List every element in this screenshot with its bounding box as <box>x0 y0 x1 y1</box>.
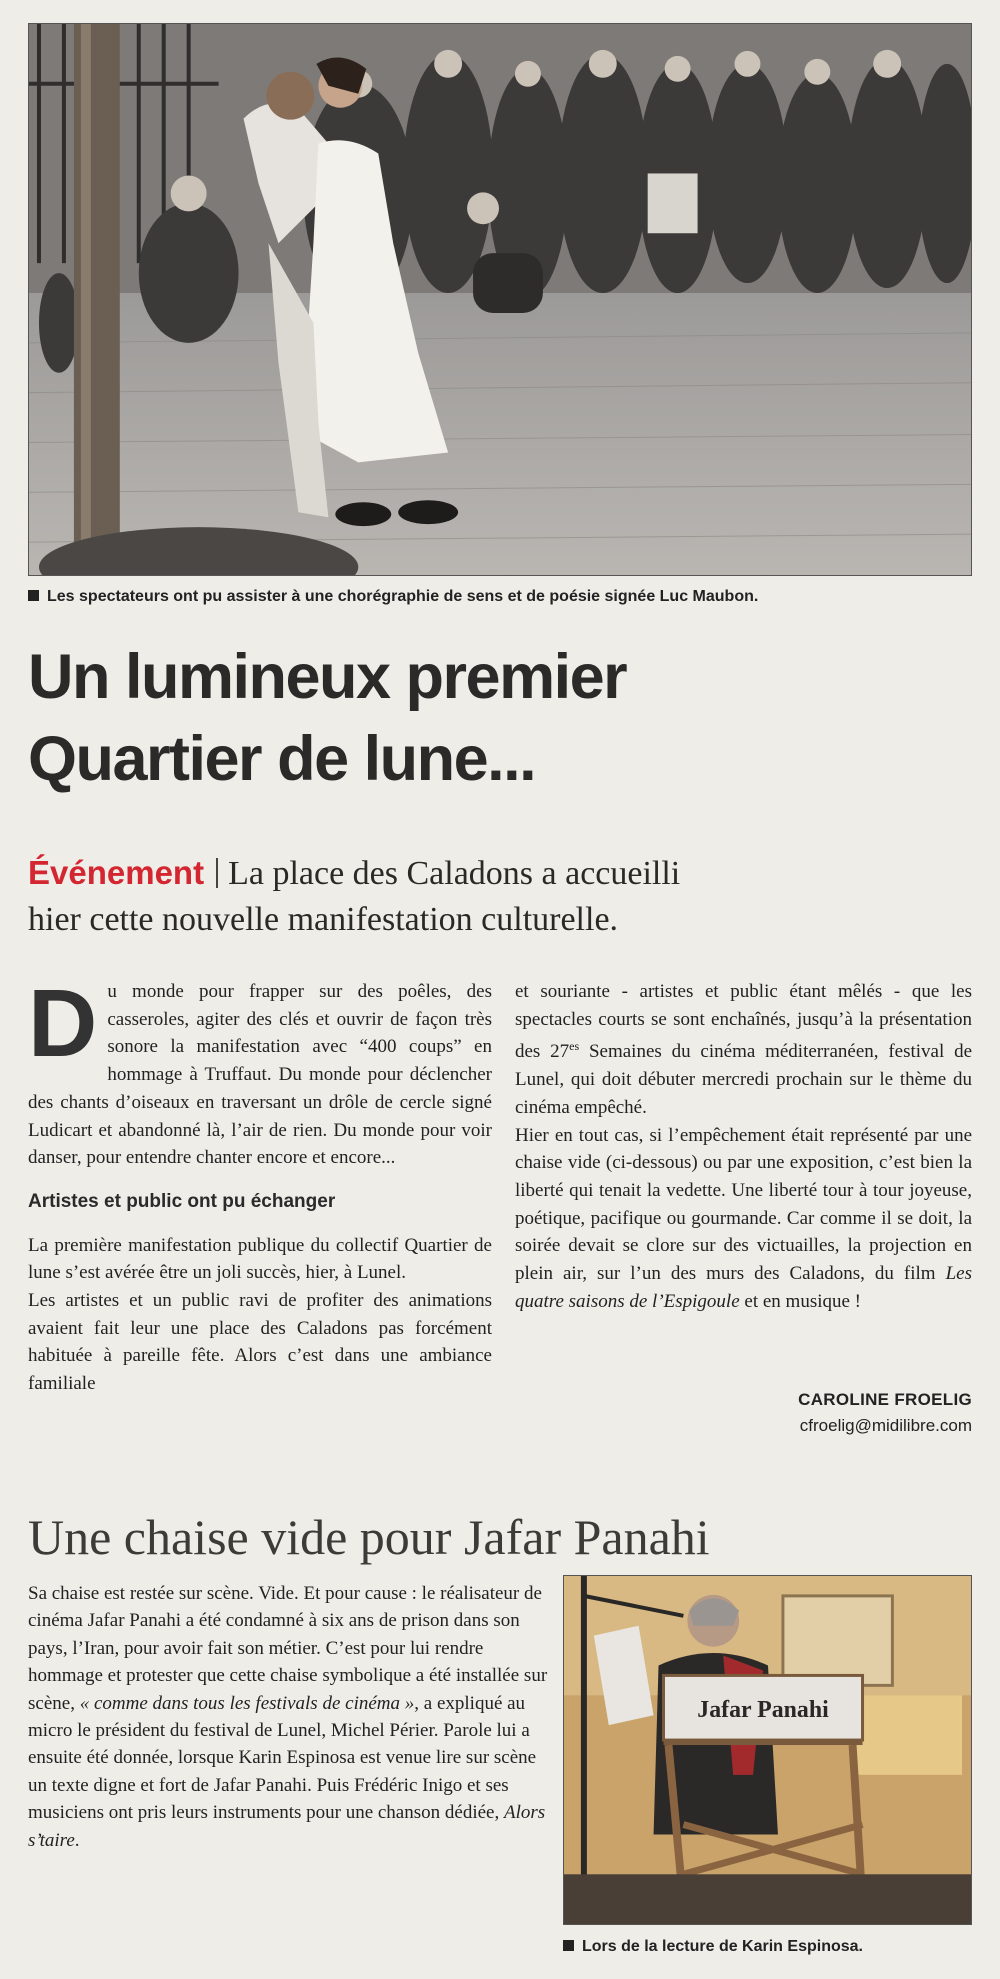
kicker-line-1: La place des Caladons a accueilli <box>228 855 681 892</box>
paragraph-3: Les artistes et un public ravi de profiter des animations avaient fait leur une place des Caladons pas forcément habituée à pareille fête. Alors c’est dans une ambiance familiale <box>28 1290 492 1395</box>
photo-dance-illustration <box>29 24 971 575</box>
drop-cap: D <box>28 970 98 1077</box>
paragraph-intro <box>28 970 492 1172</box>
secondary-text-b: , a expliqué au micro le président du festival de Lunel, Michel Périer. Parole lui a ensuite été donnée, lorsque Karin Espinosa est venue lire sur scène un texte digne et fort de Jafar Panahi. Puis Frédéric Inigo et ses musiciens ont pris leurs instruments pour une chanson dédiée, <box>28 1692 537 1824</box>
article-column-right <box>515 978 972 1315</box>
article-kicker <box>28 850 978 943</box>
caption-square-icon <box>563 1940 574 1951</box>
paragraph-2: La première manifestation publique du collectif Quartier de lune s’est avérée être un joli succès, hier, à Lunel. <box>28 1234 492 1284</box>
quote: « comme dans tous les festivals de cinéma » <box>79 1692 415 1714</box>
kicker-divider <box>216 858 218 888</box>
photo-caption-bottom <box>563 1938 863 1956</box>
headline-line-1: Un lumineux premier <box>28 642 627 712</box>
author-email[interactable]: cfroelig@midilibre.com <box>799 1416 972 1435</box>
secondary-text-c: . <box>74 1829 80 1851</box>
paragraph-4-text-a: et souriante - artistes et public étant mêlés - que les spectacles courts se sont enchaînés, jusqu’à la présentation des 27 <box>515 981 972 1063</box>
photo-dance-performance <box>28 23 972 576</box>
sign-text: Jafar Panahi <box>697 1697 829 1724</box>
paragraph-5-text-a: Hier en tout cas, si l’empêchement était représenté par une chaise vide (ci-dessous) ou par une exposition, c’est bien la liberté qui tenait la vedette. Une liberté tour à tour joyeuse, poétique, pacifique ou gourmande. Car comme il se doit, la soirée devait se clore sur des victuailles, la projection en plein air, sur l’un des murs des Caladons, du film <box>515 1124 972 1285</box>
paragraph-5 <box>515 1122 972 1316</box>
caption-square-icon <box>28 590 39 601</box>
photo-caption-top <box>28 588 758 606</box>
ordinal-superscript: es <box>569 1039 580 1054</box>
paragraph-5-text-b: et en musique ! <box>739 1290 862 1312</box>
article-headline <box>28 636 968 800</box>
secondary-text-a: Sa chaise est restée sur scène. Vide. Et pour cause : le réalisateur de cinéma Jafar Panahi a été condamné à six ans de prison dans son pays, l’Iran, pour avoir fait son métier. C’est pour lui rendre hommage et protester que cette chaise symbolique a été installée sur scène, <box>28 1583 548 1714</box>
photo-reading-illustration <box>564 1576 971 1924</box>
song-title: Alors s’taire <box>28 1802 546 1851</box>
author-name: CAROLINE FROELIG <box>798 1390 972 1409</box>
kicker-tag: Événement <box>28 854 205 891</box>
paragraph-intro-text: u monde pour frapper sur des poêles, des casseroles, agiter des clés et ouvrir de façon très sonore la manifestation avec “400 coups” en hommage à Truffaut. Du monde pour déclencher des chants d’oiseaux en traversant un drôle de cercle signé Ludicart et abandonné là, l’air de rien. Du monde pour voir danser, pour entendre chanter encore et encore... <box>28 981 492 1169</box>
film-title: Les quatre saisons de l’Espigoule <box>515 1263 972 1312</box>
headline-line-2: Quartier de lune... <box>28 724 536 794</box>
secondary-headline: Une chaise vide pour Jafar Panahi <box>28 1509 710 1565</box>
section-subhead: Artistes et public ont pu échanger <box>28 1190 336 1212</box>
author-byline <box>798 1390 972 1436</box>
photo-reading <box>563 1575 972 1925</box>
paragraph-4-text-b: Semaines du cinéma méditerranéen, festival de Lunel, qui doit débuter mercredi prochain sur le thème du cinéma empêché. <box>515 1041 972 1118</box>
caption-text-top: Les spectateurs ont pu assister à une chorégraphie de sens et de poésie signée Luc Maubon. <box>47 588 759 605</box>
kicker-line-2: hier cette nouvelle manifestation culturelle. <box>28 901 619 938</box>
secondary-article-text <box>28 1580 551 1854</box>
article-column-left <box>28 970 492 1398</box>
paragraph-4 <box>515 978 972 1122</box>
caption-text-bottom: Lors de la lecture de Karin Espinosa. <box>582 1938 863 1955</box>
